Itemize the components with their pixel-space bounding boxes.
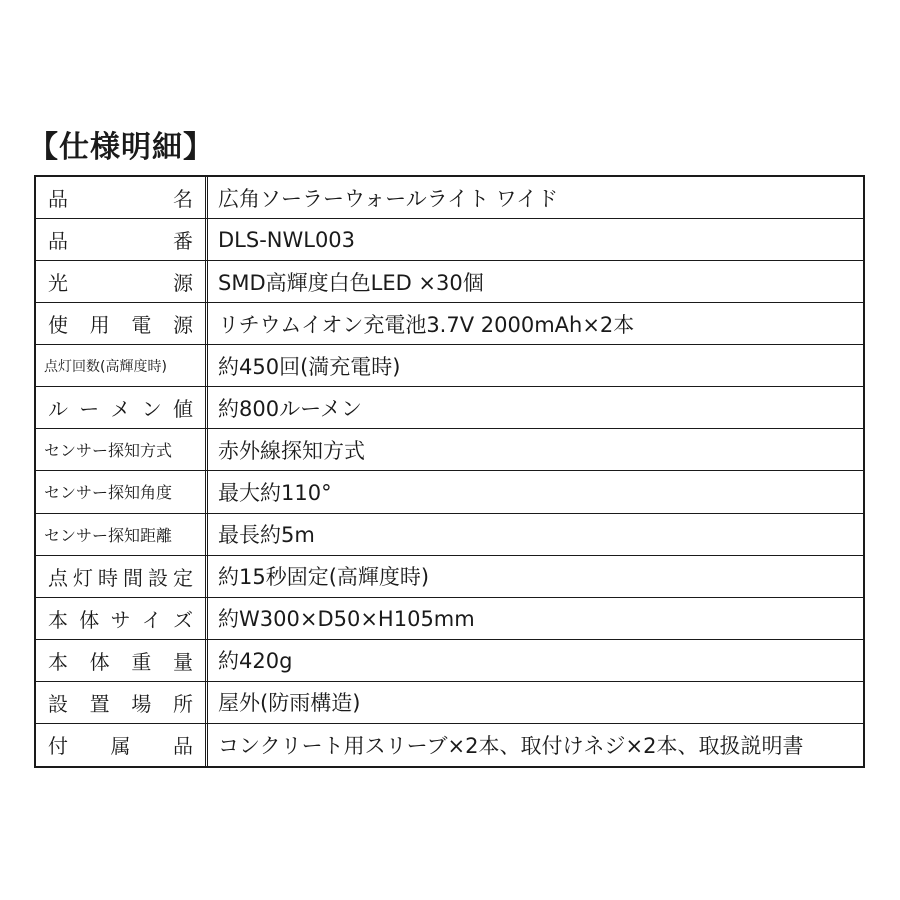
spec-label (36, 387, 208, 428)
spec-label-char: 設 (148, 565, 168, 590)
spec-label-char: 付 (48, 734, 68, 759)
spec-value: リチウムイオン充電池3.7V 2000mAh×2本 (218, 312, 635, 337)
spec-label-char: 置 (89, 691, 110, 716)
spec-label-char: 使 (48, 313, 68, 338)
spec-label-char: 品 (48, 187, 68, 212)
spec-label-char: サ (110, 607, 131, 632)
spec-label: センサー探知距離 (36, 514, 208, 555)
spec-label (36, 724, 208, 766)
spec-row (36, 556, 863, 598)
spec-label-char: イ (141, 607, 162, 632)
spec-label (36, 219, 208, 260)
spec-label-char: 定 (173, 565, 193, 590)
spec-row (36, 471, 863, 513)
spec-label: センサー探知方式 (36, 429, 208, 470)
spec-label-char: ー (79, 397, 100, 422)
spec-label-char: 所 (172, 691, 193, 716)
spec-value: 約450回(満充電時) (218, 354, 401, 379)
spec-label-char: 設 (48, 691, 68, 716)
spec-label-char: 点 (48, 565, 68, 590)
spec-label (36, 303, 208, 344)
spec-value: 広角ソーラーウォールライト ワイド (218, 186, 559, 211)
spec-label (36, 640, 208, 681)
spec-label (36, 556, 208, 597)
spec-label-char: 光 (48, 271, 68, 296)
page-title: 【仕様明細】 (28, 130, 214, 165)
spec-value: 最長約5m (218, 523, 315, 548)
spec-label-char: 品 (48, 229, 68, 254)
spec-label-char: 名 (173, 187, 193, 212)
spec-label-char: 灯 (73, 565, 93, 590)
spec-label-char: 重 (131, 649, 152, 674)
spec-row (36, 219, 863, 261)
spec-label-char: 属 (110, 734, 131, 759)
spec-label-char: ル (48, 397, 68, 422)
spec-row (36, 345, 863, 387)
spec-label (36, 682, 208, 723)
spec-row (36, 387, 863, 429)
spec-label-char: 間 (123, 565, 143, 590)
spec-label (36, 177, 208, 218)
spec-label-char: 値 (173, 397, 193, 422)
spec-value: DLS-NWL003 (218, 227, 356, 252)
spec-value: 赤外線探知方式 (218, 438, 365, 463)
spec-label-char: 時 (98, 565, 118, 590)
spec-label-char: 電 (131, 313, 152, 338)
spec-row (36, 261, 863, 303)
spec-row (36, 514, 863, 556)
spec-label (36, 261, 208, 302)
spec-label-char: ン (141, 397, 162, 422)
spec-label-char: 体 (89, 649, 110, 674)
spec-label-char: 源 (172, 313, 193, 338)
spec-label-char: ズ (173, 607, 193, 632)
spec-value: 約800ルーメン (218, 396, 363, 421)
spec-label-char: 量 (172, 649, 193, 674)
spec-value: コンクリート用スリーブ×2本、取付けネジ×2本、取扱説明書 (218, 733, 804, 758)
spec-row (36, 177, 863, 219)
spec-value: 約420g (218, 649, 293, 674)
spec-label: センサー探知角度 (36, 471, 208, 512)
spec-label-char: 品 (173, 734, 193, 759)
spec-row (36, 429, 863, 471)
spec-row (36, 724, 863, 766)
spec-label-char: 本 (48, 649, 68, 674)
spec-row (36, 682, 863, 724)
spec-value: 最大約110° (218, 480, 332, 505)
spec-row (36, 303, 863, 345)
spec-label-char: 体 (79, 607, 100, 632)
spec-label-char: メ (110, 397, 131, 422)
spec-row (36, 640, 863, 682)
spec-value: 約W300×D50×H105mm (218, 607, 475, 632)
spec-label: 点灯回数(高輝度時) (36, 345, 208, 386)
spec-label-char: 場 (131, 691, 152, 716)
spec-label (36, 598, 208, 639)
spec-label-char: 本 (48, 607, 68, 632)
spec-label-char: 用 (89, 313, 110, 338)
spec-value: 屋外(防雨構造) (218, 691, 361, 716)
spec-value: SMD高輝度白色LED ×30個 (218, 270, 484, 295)
spec-row (36, 598, 863, 640)
spec-label-char: 源 (173, 271, 193, 296)
spec-value: 約15秒固定(高輝度時) (218, 565, 430, 590)
spec-table (34, 175, 865, 768)
spec-label-char: 番 (173, 229, 193, 254)
